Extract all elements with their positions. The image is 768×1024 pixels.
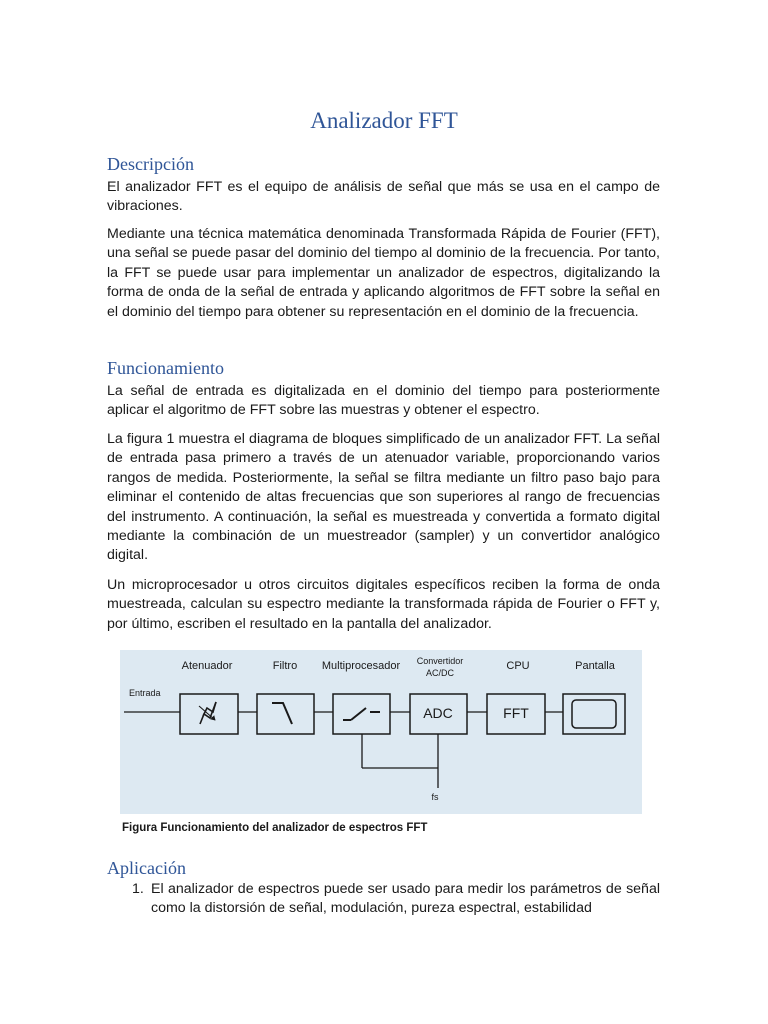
label-cpu: CPU — [506, 660, 530, 672]
label-multiprocesador: Multiprocesador — [321, 660, 401, 672]
label-filtro: Filtro — [272, 660, 298, 672]
paragraph: El analizador FFT es el equipo de análisis de señal que más se usa en el campo de vibraciones. — [107, 179, 660, 215]
page-title: Analizador FFT — [310, 108, 458, 133]
adc-label: ADC — [423, 705, 453, 721]
filter-block — [257, 694, 314, 734]
label-pantalla: Pantalla — [575, 660, 615, 672]
figure-caption: Figura Funcionamiento del analizador de espectros FFT — [122, 822, 428, 834]
label-acdc: AC/DC — [425, 668, 455, 678]
block-diagram-svg — [120, 650, 642, 814]
heading-funcionamiento: Funcionamiento — [107, 358, 224, 378]
application-list — [107, 880, 660, 919]
list-item-number: 1. — [132, 881, 144, 897]
switch-icon — [343, 708, 380, 720]
clock-label: fs — [431, 792, 439, 802]
block-diagram-figure — [120, 650, 642, 814]
paragraph: Mediante una técnica matemática denominada Transformada Rápida de Fourier (FFT), una señal se puede pasar del dominio del tiempo al dominio de la frecuencia. Por tanto, la FFT se puede usar para implementar un analizador de espectros, digitalizando la forma de onda de la señal de entrada y aplicando algoritmos de FFT sobre la señal en el dominio del tiempo para obtener su representación en el dominio de la frecuencia. — [107, 226, 660, 320]
attenuator-block — [180, 694, 238, 734]
heading-descripcion: Descripción — [107, 154, 194, 174]
clock-lines — [362, 734, 438, 788]
paragraph: La figura 1 muestra el diagrama de bloques simplificado de un analizador FFT. La señal de entrada pasa primero a través de un atenuador variable, proporcionando varios rangos de medida. Posteriormente, la señal se filtra mediante un filtro paso bajo para eliminar el contenido de altas frecuencias que son superiores al rango de frecuencias del instrumento. A continuación, la señal es muestreada y convertida a formato digital mediante la combinación de un muestreador (sampler) y un convertidor analógico digital. — [107, 431, 660, 564]
paragraph: La señal de entrada es digitalizada en el dominio del tiempo para posteriormente aplicar el algoritmo de FFT sobre las muestras y obtener el espectro. — [107, 383, 660, 419]
screen-icon — [572, 700, 616, 728]
sampler-block — [333, 694, 390, 734]
attenuator-icon — [199, 702, 216, 724]
list-item — [107, 880, 660, 919]
low-pass-filter-icon — [272, 703, 292, 724]
label-convertidor: Convertidor — [416, 656, 464, 666]
label-atenuador: Atenuador — [181, 660, 233, 672]
list-item-text: El analizador de espectros puede ser usado para medir los parámetros de señal como la distorsión de señal, modulación, pureza espectral, estabilidad — [151, 881, 660, 917]
fft-label: FFT — [503, 705, 529, 721]
label-entrada: Entrada — [129, 688, 161, 698]
heading-aplicacion: Aplicación — [107, 858, 186, 878]
paragraph: Un microprocesador u otros circuitos digitales específicos reciben la forma de onda muestreada, calculan su espectro mediante la transformada rápida de Fourier o FFT y, por último, escriben el resultado en la pantalla del analizador. — [107, 577, 660, 632]
